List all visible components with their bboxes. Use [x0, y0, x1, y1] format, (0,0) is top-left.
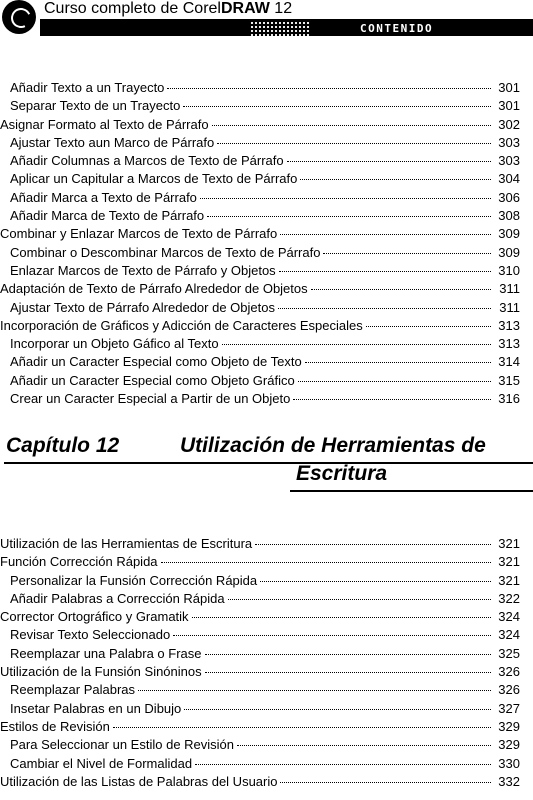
toc-entry [0, 737, 520, 755]
toc-page-number: 301 [498, 98, 520, 114]
dot-leader [195, 764, 491, 765]
toc-entry-title: Aplicar un Capitular a Marcos de Texto de Párrafo [10, 171, 298, 187]
dot-leader [300, 179, 491, 180]
toc-page-number: 311 [499, 281, 520, 297]
dot-leader [228, 599, 491, 600]
dot-leader [260, 581, 491, 582]
dot-leader [237, 745, 491, 746]
toc-entry [0, 354, 520, 372]
toc-entry [0, 554, 520, 572]
toc-entry [0, 117, 520, 135]
dot-leader [323, 253, 491, 254]
toc-page-number: 316 [498, 391, 520, 407]
toc-entry-title: Cambiar el Nivel de Formalidad [10, 755, 193, 771]
toc-page-number: 314 [498, 354, 520, 370]
toc-list-bottom [0, 536, 520, 792]
dot-leader [298, 381, 491, 382]
dot-leader [222, 344, 491, 345]
toc-entry [0, 682, 520, 700]
toc-entry [0, 627, 520, 645]
toc-entry [0, 318, 520, 336]
toc-entry-title: Para Seleccionar un Estilo de Revisión [10, 737, 235, 753]
toc-page-number: 322 [498, 590, 520, 606]
dot-leader [200, 198, 491, 199]
toc-page-number: 329 [498, 718, 520, 734]
toc-entry-title: Añadir Texto a un Trayecto [10, 80, 165, 95]
toc-page-number: 324 [498, 609, 520, 625]
toc-entry-title: Personalizar la Funsión Corrección Rápida [10, 572, 258, 588]
toc-entry-title: Adaptación de Texto de Párrafo Alrededor de Objetos [0, 281, 308, 297]
toc-entry [0, 664, 520, 682]
toc-entry [0, 536, 520, 554]
toc-entry-title: Incorporar un Objeto Gáfico al Texto [10, 336, 219, 352]
coreldraw-logo-icon [2, 0, 36, 34]
toc-entry [0, 719, 520, 737]
toc-entry [0, 98, 520, 116]
dot-leader [293, 399, 491, 400]
page-header [0, 0, 533, 36]
toc-entry-title: Asignar Formato al Texto de Párrafo [0, 116, 209, 132]
toc-entry-title: Añadir un Caracter Especial como Objeto Gráfico [10, 372, 295, 388]
dot-leader [280, 782, 491, 783]
chapter-heading [0, 434, 533, 494]
toc-entry [0, 373, 520, 391]
dot-leader [183, 106, 491, 107]
toc-page-number: 326 [498, 682, 520, 698]
dot-leader [113, 727, 491, 728]
toc-page-number: 321 [498, 554, 520, 570]
toc-entry-title: Combinar o Descombinar Marcos de Texto de Párrafo [10, 244, 321, 260]
dot-leader [173, 635, 491, 636]
dot-leader [280, 234, 491, 235]
toc-entry [0, 263, 520, 281]
header-halftone [250, 21, 310, 36]
book-title: Curso completo de CorelDRAW 12 [44, 0, 293, 17]
chapter-rule [4, 462, 533, 464]
toc-entry [0, 153, 520, 171]
toc-entry [0, 226, 520, 244]
toc-page-number: 327 [498, 700, 520, 716]
toc-page-number: 315 [498, 372, 520, 388]
toc-entry [0, 336, 520, 354]
section-label: CONTENIDO [360, 22, 434, 35]
dot-leader [366, 326, 491, 327]
toc-entry-title: Añadir Marca de Texto de Párrafo [10, 208, 205, 224]
toc-entry-title: Ajustar Texto aun Marco de Párrafo [10, 134, 215, 150]
chapter-label: Capítulo 12 [6, 434, 120, 457]
toc-entry [0, 391, 520, 409]
toc-page-number: 329 [498, 737, 520, 753]
dot-leader [138, 690, 491, 691]
toc-page-number: 308 [498, 208, 520, 224]
toc-page-number: 332 [498, 773, 520, 789]
toc-entry-title: Combinar y Enlazar Marcos de Texto de Párrafo [0, 226, 278, 242]
toc-page-number: 306 [498, 189, 520, 205]
toc-entry-title: Crear un Caracter Especial a Partir de un Objeto [10, 391, 291, 407]
toc-entry [0, 281, 520, 299]
toc-page-number: 303 [498, 134, 520, 150]
toc-entry-title: Revisar Texto Seleccionado [10, 627, 171, 643]
toc-entry-title: Ajustar Texto de Párrafo Alrededor de Objetos [10, 299, 275, 315]
toc-entry [0, 171, 520, 189]
toc-page-number: 330 [498, 755, 520, 771]
toc-page-number: 309 [498, 226, 520, 242]
toc-entry-title: Insetar Palabras en un Dibujo [10, 700, 182, 716]
dot-leader [217, 143, 491, 144]
toc-entry-title: Utilización de las Herramientas de Escritura [0, 536, 253, 551]
dot-leader [184, 709, 491, 710]
toc-page-number: 326 [498, 664, 520, 680]
dot-leader [287, 161, 491, 162]
toc-entry [0, 591, 520, 609]
toc-entry [0, 80, 520, 98]
dot-leader [278, 308, 491, 309]
chapter-title-line2: Escritura [296, 462, 388, 485]
dot-leader [167, 88, 491, 89]
toc-entry-title: Incorporación de Gráficos y Adicción de Caracteres Especiales [0, 317, 363, 333]
dot-leader [255, 544, 491, 545]
toc-entry [0, 609, 520, 627]
toc-entry-title: Añadir Marca a Texto de Párrafo [10, 189, 197, 205]
dot-leader [207, 216, 491, 217]
toc-page-number: 310 [498, 262, 520, 278]
toc-entry [0, 245, 520, 263]
toc-page-number: 309 [498, 244, 520, 260]
toc-entry-title: Añadir Palabras a Corrección Rápida [10, 590, 225, 606]
toc-entry-title: Utilización de las Listas de Palabras del Usuario [0, 773, 278, 789]
toc-page-number: 303 [498, 153, 520, 169]
toc-page-number: 301 [498, 80, 520, 95]
toc-entry [0, 573, 520, 591]
dot-leader [205, 654, 492, 655]
dot-leader [192, 617, 491, 618]
toc-entry-title: Corrector Ortográfico y Gramatik [0, 609, 189, 625]
toc-page-number: 321 [498, 572, 520, 588]
toc-entry-title: Reemplazar Palabras [10, 682, 136, 698]
toc-entry-title: Utilización de la Funsión Sinóninos [0, 664, 202, 680]
toc-list-top [0, 80, 520, 409]
toc-entry [0, 756, 520, 774]
toc-entry-title: Función Corrección Rápida [0, 554, 158, 570]
toc-page-number: 302 [498, 116, 520, 132]
dot-leader [212, 125, 491, 126]
toc-page-number: 325 [498, 645, 520, 661]
toc-entry-title: Enlazar Marcos de Texto de Párrafo y Objetos [10, 262, 276, 278]
toc-entry [0, 300, 520, 318]
toc-page-number: 304 [498, 171, 520, 187]
toc-entry-title: Estilos de Revisión [0, 718, 110, 734]
toc-entry-title: Separar Texto de un Trayecto [10, 98, 181, 114]
toc-entry [0, 646, 520, 664]
toc-page-number: 313 [498, 317, 520, 333]
toc-page-number: 311 [499, 299, 520, 315]
toc-entry [0, 190, 520, 208]
dot-leader [305, 362, 491, 363]
toc-entry-title: Añadir un Caracter Especial como Objeto de Texto [10, 354, 302, 370]
chapter-title-line1: Utilización de Herramientas de [180, 434, 486, 457]
dot-leader [161, 562, 491, 563]
toc-page-number: 313 [498, 336, 520, 352]
toc-entry-title: Añadir Columnas a Marcos de Texto de Párrafo [10, 153, 284, 169]
toc-page-number: 321 [498, 536, 520, 551]
toc-entry [0, 774, 520, 792]
chapter-rule [290, 490, 533, 492]
dot-leader [205, 672, 491, 673]
toc-entry [0, 208, 520, 226]
toc-page-number: 324 [498, 627, 520, 643]
toc-entry [0, 135, 520, 153]
toc-entry [0, 701, 520, 719]
dot-leader [279, 271, 491, 272]
toc-entry-title: Reemplazar una Palabra o Frase [10, 645, 202, 661]
dot-leader [311, 289, 491, 290]
